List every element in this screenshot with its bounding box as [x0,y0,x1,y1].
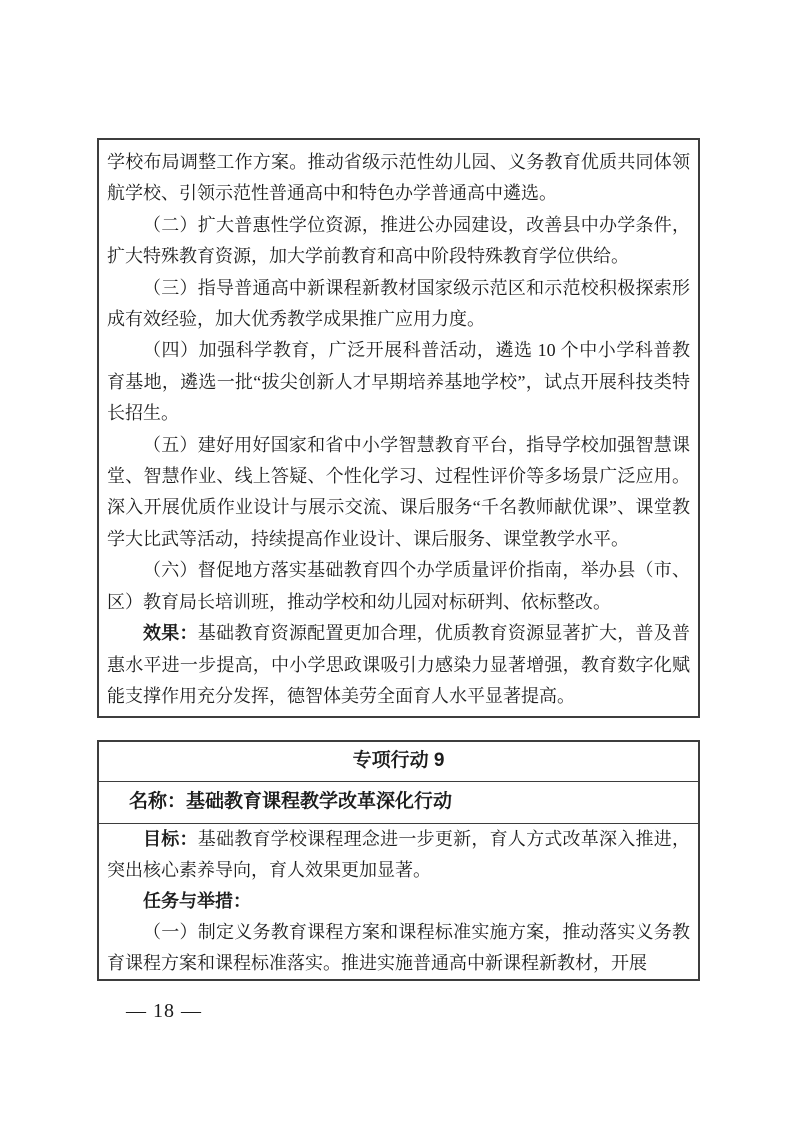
paragraph-text: （一）制定义务教育课程方案和课程标准实施方案，推动落实义务教育课程方案和课程标准落实。推进实施普通高中新课程新教材，开展 [107,922,690,973]
action-9-name-row [99,782,698,824]
paragraph-text: 学校布局调整工作方案。推动省级示范性幼儿园、义务教育优质共同体领航学校、引领示范性普通高中和特色办学普通高中遴选。 [107,152,690,204]
paragraph-text: （六）督促地方落实基础教育四个办学质量评价指南，举办县（市、区）教育局长培训班，推动学校和幼儿园对标研判、依标整改。 [107,560,690,612]
paragraph-text: 基础教育学校课程理念进一步更新，育人方式改革深入推进，突出核心素养导向，育人效果更加显著。 [107,829,691,880]
paragraph-task-2 [107,210,690,273]
goal-label: 目标： [143,829,198,849]
paragraph-task-3 [107,273,690,336]
action-8-tasks-box [97,138,700,718]
paragraph-text: 基础教育资源配置更加合理，优质教育资源显著扩大，普及普惠水平进一步提高，中小学思政课吸引力感染力显著增强，教育数字化赋能支撑作用充分发挥，德智体美劳全面育人水平显著提高。 [107,623,691,706]
paragraph-text: （四）加强科学教育，广泛开展科普活动，遴选 10 个中小学科普教育基地，遴选一批“拔尖创新人才早期培养基地学校”，试点开展科技类特长招生。 [107,340,690,424]
paragraph-text: （三）指导普通高中新课程新教材国家级示范区和示范校积极探索形成有效经验，加大优秀教学成果推广应用力度。 [107,277,690,330]
tasks-label: 任务与举措： [143,891,251,911]
page-number: — 18 — [126,1000,202,1022]
paragraph-task-4 [107,335,690,429]
paragraph-goal [107,824,690,886]
paragraph-task-1 [107,917,690,979]
paragraph-task-5 [107,430,690,556]
action-9-header-row [99,742,698,782]
paragraph-effects [107,618,690,712]
action-9-name: 名称：基础教育课程教学改革深化行动 [129,791,453,812]
paragraph-text: （五）建好用好国家和省中小学智慧教育平台，指导学校加强智慧课堂、智慧作业、线上答疑、个性化学习、过程性评价等多场景广泛应用。深入开展优质作业设计与展示交流、课后服务“千名教师献优课”、课堂教学大比武等活动，持续提高作业设计、课后服务、课堂教学水平。 [107,434,690,549]
effects-label: 效果： [143,623,198,644]
paragraph-tasks-label [107,886,690,917]
action-9-title: 专项行动 9 [352,750,445,771]
paragraph-continuation [107,147,690,210]
action-9-table [97,740,700,981]
paragraph-text: （二）扩大普惠性学位资源，推进公办园建设，改善县中办学条件，扩大特殊教育资源，加大学前教育和高中阶段特殊教育学位供给。 [107,214,690,267]
paragraph-task-6 [107,555,690,618]
action-9-body-row [99,824,698,979]
